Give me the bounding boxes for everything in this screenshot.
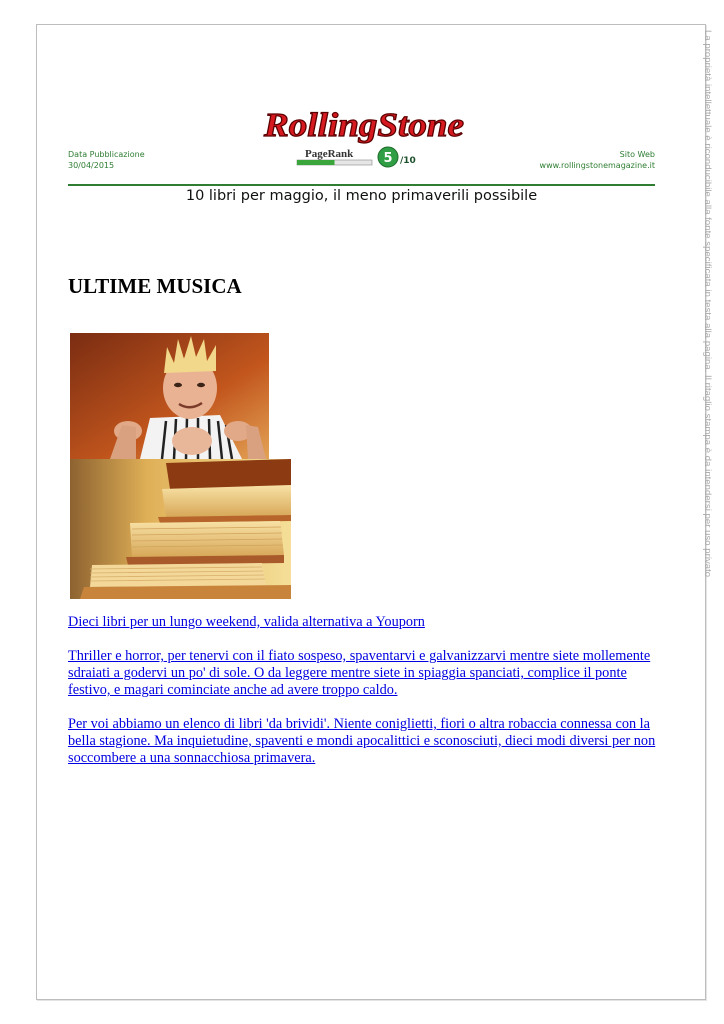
publication-date-value: 30/04/2015	[68, 160, 115, 170]
rolling-stone-logo	[262, 100, 467, 170]
website-block	[540, 150, 655, 171]
header-divider	[68, 184, 655, 186]
publication-date-label: Data Pubblicazione	[68, 150, 145, 159]
article-links	[68, 614, 658, 784]
singer-photo	[70, 333, 269, 459]
pagerank-scale: /10	[400, 156, 416, 166]
pagerank-value: 5	[383, 151, 393, 166]
link-paragraph-3	[68, 716, 658, 767]
pagerank-badge	[297, 147, 416, 167]
section-heading: ULTIME MUSICA	[68, 274, 242, 298]
article-title: 10 libri per maggio, il meno primaverili possibile	[185, 188, 538, 204]
link-paragraph-2	[68, 648, 658, 699]
article-link-weekend[interactable]: Dieci libri per un lungo weekend, valida alternativa a Youporn	[68, 614, 425, 630]
link-paragraph-1	[68, 614, 658, 631]
publication-date-block	[68, 150, 145, 171]
website-label: Sito Web	[619, 150, 655, 159]
pagerank-bar-fill	[297, 160, 335, 165]
article-link-brividi[interactable]: Per voi abbiamo un elenco di libri 'da brividi'. Niente coniglietti, fiori o altra robaccia connessa con la bella stagione. Ma inquietudine, spaventi e mondi apocalittici e sconosciuti, dieci modi diversi per non soccombere a una sonnacchiosa primavera.	[68, 716, 656, 766]
logo-wordmark: RollingStone	[262, 107, 464, 144]
article-link-thriller[interactable]: Thriller e horror, per tenervi con il fiato sospeso, spaventarvi e galvanizzarvi mentre siete mollemente sdraiati a godervi un po' di sole. O da leggere mentre siete in spiaggia spanciati, complice il ponte festivo, e magari cominciate anche ad avere troppo caldo.	[68, 648, 651, 698]
pagerank-label: PageRank	[305, 148, 354, 160]
copyright-side-note: La proprietà intellettuale è riconducibile alla fonte specificata in testa alla pagina. Il ritaglio stampa è da intendersi per uso privato	[702, 30, 713, 578]
books-stack-photo	[70, 459, 291, 599]
website-value: www.rollingstonemagazine.it	[539, 160, 655, 170]
